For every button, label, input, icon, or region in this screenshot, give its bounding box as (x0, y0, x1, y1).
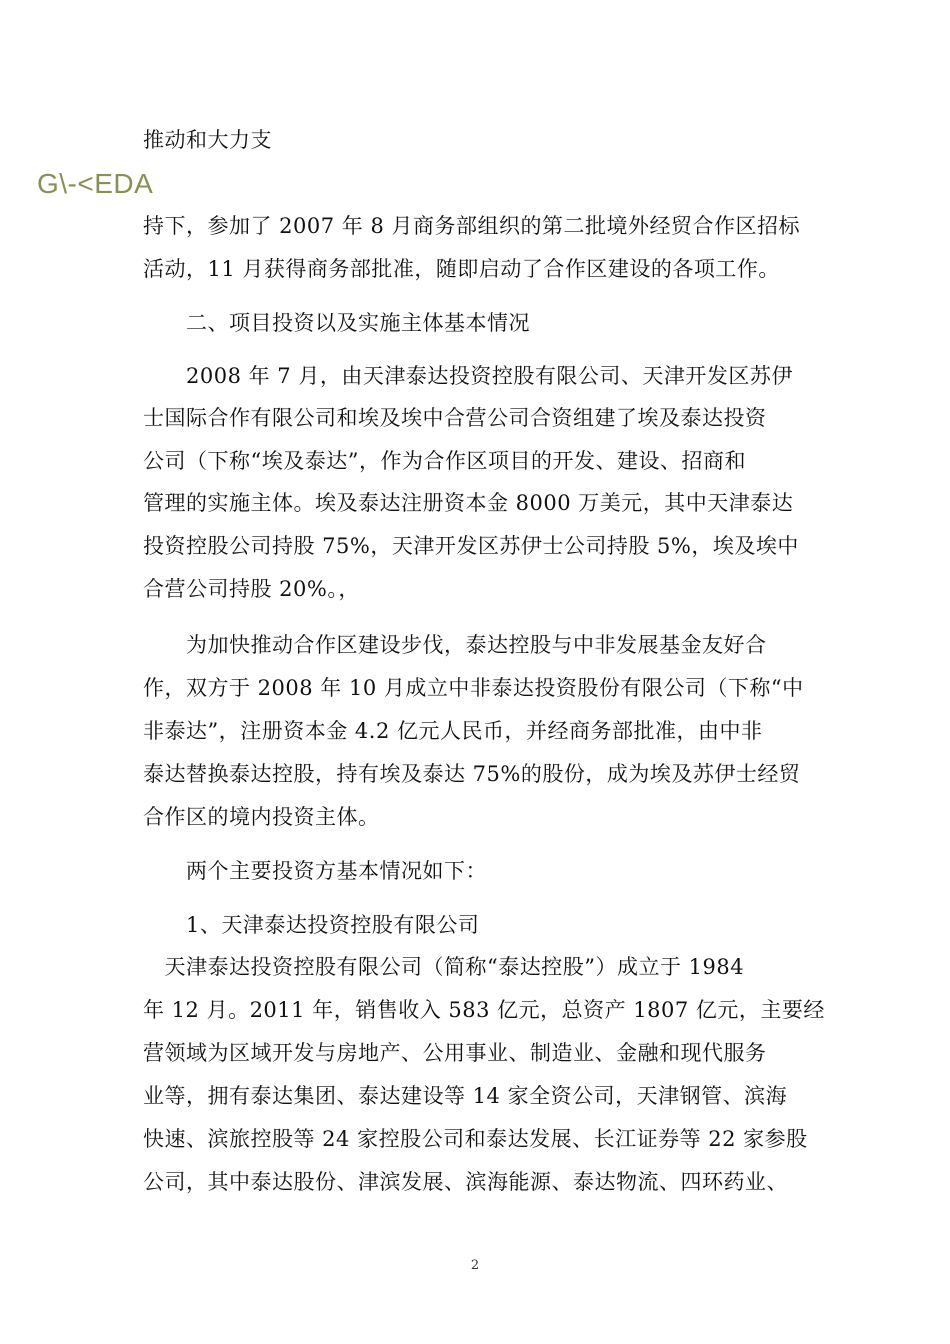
text-line: 2008 年 7 月，由天津泰达投资控股有限公司、天津开发区苏伊 (143, 364, 793, 388)
text-line: 公司（下称“埃及泰达”，作为合作区项目的开发、建设、招商和 (143, 449, 746, 473)
text-line: 非泰达”，注册资本金 4.2 亿元人民币，并经商务部批准，由中非 (143, 719, 763, 743)
text-line: 两个主要投资方基本情况如下： (143, 859, 487, 883)
text-line: 营领域为区域开发与房地产、公用事业、制造业、金融和现代服务 (143, 1041, 767, 1065)
text-line: 年 12 月。2011 年，销售收入 583 亿元，总资产 1807 亿元，主要经 (143, 998, 825, 1022)
section-heading: 二、项目投资以及实施主体基本情况 (143, 311, 530, 335)
text-line: 为加快推动合作区建设步伐，泰达控股与中非发展基金友好合 (143, 633, 767, 657)
text-line: 快速、滨旅控股等 24 家控股公司和泰达发展、长江证券等 22 家参股 (143, 1127, 808, 1151)
text-line: 作，双方于 2008 年 10 月成立中非泰达投资股份有限公司（下称“中 (143, 676, 804, 700)
text-line: 持下，参加了 2007 年 8 月商务部组织的第二批境外经贸合作区招标 (143, 214, 801, 238)
text-line: 合作区的境内投资主体。 (143, 805, 380, 829)
text-line: 推动和大力支 (143, 128, 272, 152)
text-line: 活动，11 月获得商务部批准，随即启动了合作区建设的各项工作。 (143, 257, 780, 281)
text-line: 泰达替换泰达控股，持有埃及泰达 75%的股份，成为埃及苏伊士经贸 (143, 762, 801, 786)
section-heading: 1、天津泰达投资控股有限公司 (143, 913, 480, 937)
text-line: 合营公司持股 20%。， (143, 577, 360, 601)
text-line: 公司，其中泰达股份、津滨发展、滨海能源、泰达物流、四环药业、 (143, 1170, 788, 1194)
company-logo-text: G\-<EDA (37, 168, 154, 199)
page-number: 2 (470, 1258, 480, 1273)
text-line: 业等，拥有泰达集团、泰达建设等 14 家全资公司，天津钢管、滨海 (143, 1084, 788, 1108)
text-line: 士国际合作有限公司和埃及埃中合营公司合资组建了埃及泰达投资 (143, 406, 767, 430)
text-line: 投资控股公司持股 75%，天津开发区苏伊士公司持股 5%，埃及埃中 (143, 534, 799, 558)
text-line: 管理的实施主体。埃及泰达注册资本金 8000 万美元，其中天津泰达 (143, 491, 794, 515)
text-line: 天津泰达投资控股有限公司（简称“泰达控股”）成立于 1984 (143, 955, 745, 979)
